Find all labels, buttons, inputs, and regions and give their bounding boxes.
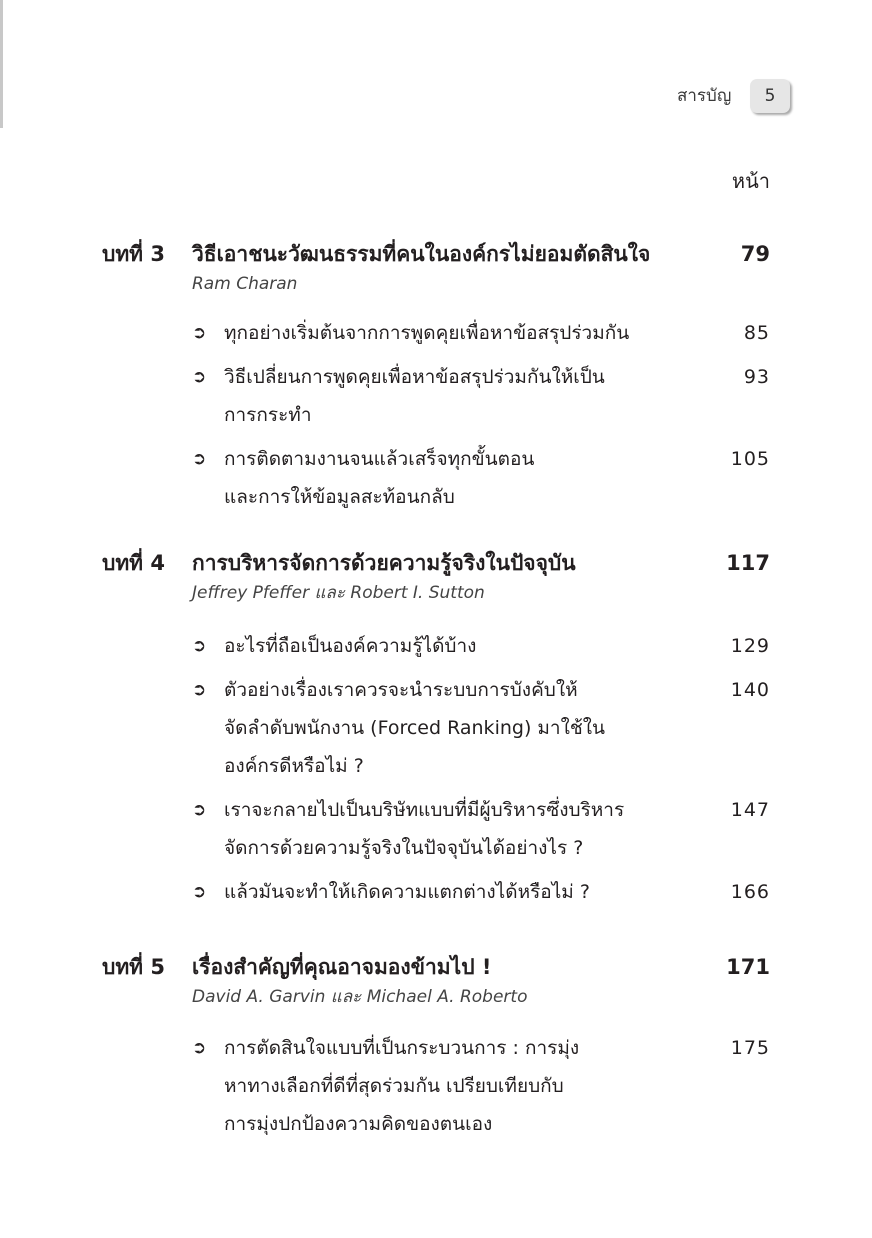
- toc-item-line: องค์กรดีหรือไม่ ?: [224, 755, 364, 777]
- chapter-title: เรื่องสำคัญที่คุณอาจมองข้ามไป !: [192, 955, 492, 979]
- toc-item-page: 147: [730, 799, 770, 821]
- toc-item-line: เราจะกลายไปเป็นบริษัทแบบที่มีผู้บริหารซึ่งบริหาร: [224, 799, 625, 821]
- chapter-heading[interactable]: [102, 951, 770, 983]
- toc-item[interactable]: [192, 440, 770, 516]
- toc-item[interactable]: [192, 358, 770, 434]
- toc-item[interactable]: [192, 1029, 770, 1143]
- toc-item-line: การติดตามงานจนแล้วเสร็จทุกขั้นตอน: [224, 448, 535, 470]
- toc-chapter: [102, 951, 770, 1143]
- chapter-title: วิธีเอาชนะวัฒนธรรมที่คนในองค์กรไม่ยอมตัดสินใจ: [192, 242, 651, 266]
- toc-item-page: 175: [730, 1037, 770, 1059]
- arrow-bullet-icon: ➲: [192, 882, 207, 902]
- arrow-bullet-icon: ➲: [192, 680, 207, 700]
- toc-item-line: ทุกอย่างเริ่มต้นจากการพูดคุยเพื่อหาข้อสรุปร่วมกัน: [224, 322, 630, 344]
- toc-item-page: 105: [730, 448, 770, 470]
- toc-item[interactable]: [192, 671, 770, 785]
- toc-item[interactable]: [192, 314, 770, 352]
- chapter-number: บทที่ 3: [102, 242, 165, 266]
- toc-item-line: การมุ่งปกป้องความคิดของตนเอง: [224, 1113, 493, 1135]
- toc-item-line: อะไรที่ถือเป็นองค์ความรู้ได้บ้าง: [224, 635, 477, 657]
- toc-item[interactable]: [192, 627, 770, 665]
- chapter-author: Jeffrey Pfeffer และ Robert I. Sutton: [192, 583, 485, 603]
- chapter-page: 79: [740, 242, 770, 266]
- chapter-number: บทที่ 4: [102, 551, 165, 575]
- toc-item-page: 140: [730, 679, 770, 701]
- chapter-heading[interactable]: [102, 238, 770, 270]
- chapter-author: David A. Garvin และ Michael A. Roberto: [192, 987, 528, 1007]
- chapter-title: การบริหารจัดการด้วยความรู้จริงในปัจจุบัน: [192, 551, 576, 575]
- arrow-bullet-icon: ➲: [192, 636, 207, 656]
- page-number-tab: 5: [750, 79, 790, 113]
- toc-item-line: จัดการด้วยความรู้จริงในปัจจุบันได้อย่างไร ?: [224, 837, 584, 859]
- arrow-bullet-icon: ➲: [192, 449, 207, 469]
- arrow-bullet-icon: ➲: [192, 323, 207, 343]
- toc-item-page: 93: [743, 366, 770, 388]
- toc-item-line: การตัดสินใจแบบที่เป็นกระบวนการ : การมุ่ง: [224, 1037, 580, 1059]
- toc-item-line: และการให้ข้อมูลสะท้อนกลับ: [224, 486, 455, 508]
- chapter-number: บทที่ 5: [102, 955, 165, 979]
- toc-item-page: 166: [730, 881, 770, 903]
- chapter-heading[interactable]: [102, 547, 770, 579]
- toc-item-line: จัดลำดับพนักงาน (Forced Ranking) มาใช้ใน: [224, 717, 606, 739]
- page-edge-line: [0, 0, 3, 128]
- chapter-author: Ram Charan: [192, 274, 298, 294]
- toc-chapter: [102, 238, 770, 516]
- toc-item-page: 85: [743, 322, 770, 344]
- toc-item-line: แล้วมันจะทำให้เกิดความแตกต่างได้หรือไม่ ?: [224, 881, 590, 903]
- toc-item-line: การกระทำ: [224, 404, 312, 426]
- toc-item[interactable]: [192, 791, 770, 867]
- toc-item-line: ตัวอย่างเรื่องเราควรจะนำระบบการบังคับให้: [224, 679, 578, 701]
- arrow-bullet-icon: ➲: [192, 800, 207, 820]
- chapter-page: 171: [726, 955, 770, 979]
- toc-header-label: สารบัญ: [677, 86, 732, 106]
- toc-item-line: หาทางเลือกที่ดีที่สุดร่วมกัน เปรียบเทียบกับ: [224, 1075, 564, 1097]
- chapter-page: 117: [726, 551, 770, 575]
- arrow-bullet-icon: ➲: [192, 367, 207, 387]
- toc-item-page: 129: [730, 635, 770, 657]
- toc-item[interactable]: [192, 873, 770, 911]
- toc-item-line: วิธีเปลี่ยนการพูดคุยเพื่อหาข้อสรุปร่วมกันให้เป็น: [224, 366, 605, 388]
- page-column-label: หน้า: [731, 169, 770, 193]
- arrow-bullet-icon: ➲: [192, 1038, 207, 1058]
- toc-chapter: [102, 547, 770, 911]
